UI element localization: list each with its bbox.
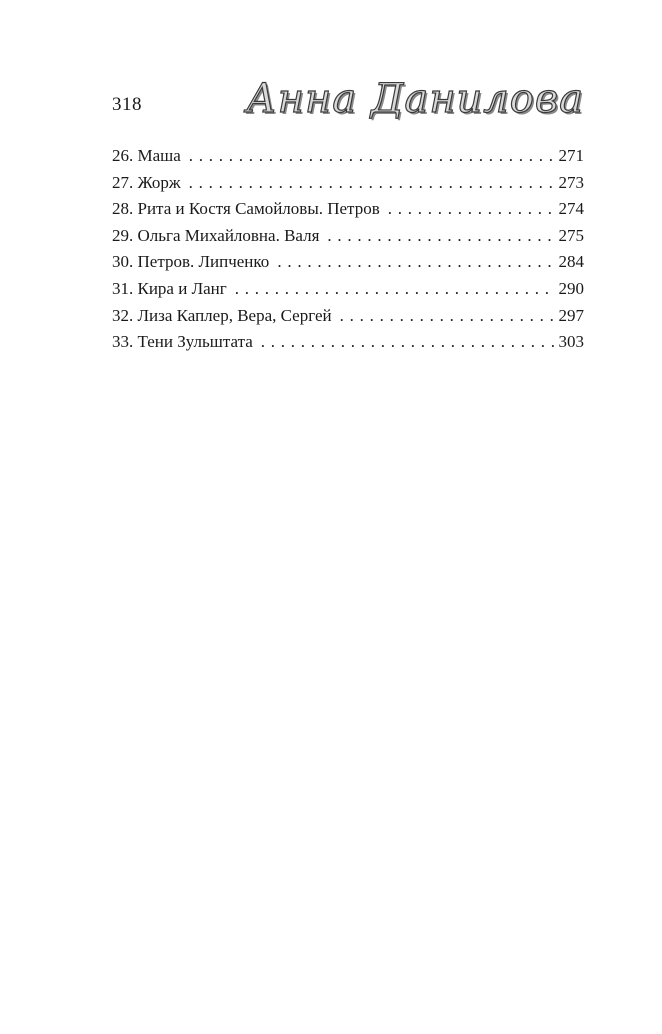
toc-entry-page: 303 xyxy=(558,332,584,352)
dot-leader xyxy=(189,143,555,170)
toc-entry[interactable] xyxy=(112,170,584,197)
toc-entry-page: 274 xyxy=(558,199,584,219)
toc-entry-page: 273 xyxy=(558,172,584,192)
toc-entry[interactable] xyxy=(112,249,584,276)
toc-entry-title: 29. Ольга Михайловна. Валя xyxy=(112,225,320,245)
toc-entry-page: 297 xyxy=(558,305,584,325)
toc-entry-title: 30. Петров. Липченко xyxy=(112,252,270,272)
toc-entry[interactable] xyxy=(112,276,584,303)
table-of-contents xyxy=(112,143,584,356)
toc-entry[interactable] xyxy=(112,143,584,170)
dot-leader xyxy=(235,276,555,303)
toc-entry[interactable] xyxy=(112,329,584,356)
dot-leader xyxy=(277,249,554,276)
toc-entry-page: 275 xyxy=(558,225,584,245)
toc-entry-title: 31. Кира и Ланг xyxy=(112,278,227,298)
toc-entry-title: 26. Маша xyxy=(112,146,181,165)
page-number: 318 xyxy=(112,94,142,115)
dot-leader xyxy=(261,329,555,356)
dot-leader xyxy=(189,170,555,197)
dot-leader xyxy=(388,196,555,223)
toc-entry-page: 290 xyxy=(558,278,584,298)
dot-leader xyxy=(327,223,554,250)
toc-entry-title: 32. Лиза Каплер, Вера, Сергей xyxy=(112,305,332,325)
toc-entry-page: 271 xyxy=(558,146,584,165)
toc-entry[interactable] xyxy=(112,223,584,250)
dot-leader xyxy=(340,303,555,330)
toc-entry[interactable] xyxy=(112,303,584,330)
toc-entry-page: 284 xyxy=(558,252,584,272)
toc-entry[interactable] xyxy=(112,196,584,223)
toc-entry-title: 27. Жорж xyxy=(112,172,181,192)
toc-entry-title: 28. Рита и Костя Самойловы. Петров xyxy=(112,199,380,219)
toc-entry-title: 33. Тени Зульштата xyxy=(112,332,253,352)
author-running-header: Анна Данилова xyxy=(246,76,584,122)
